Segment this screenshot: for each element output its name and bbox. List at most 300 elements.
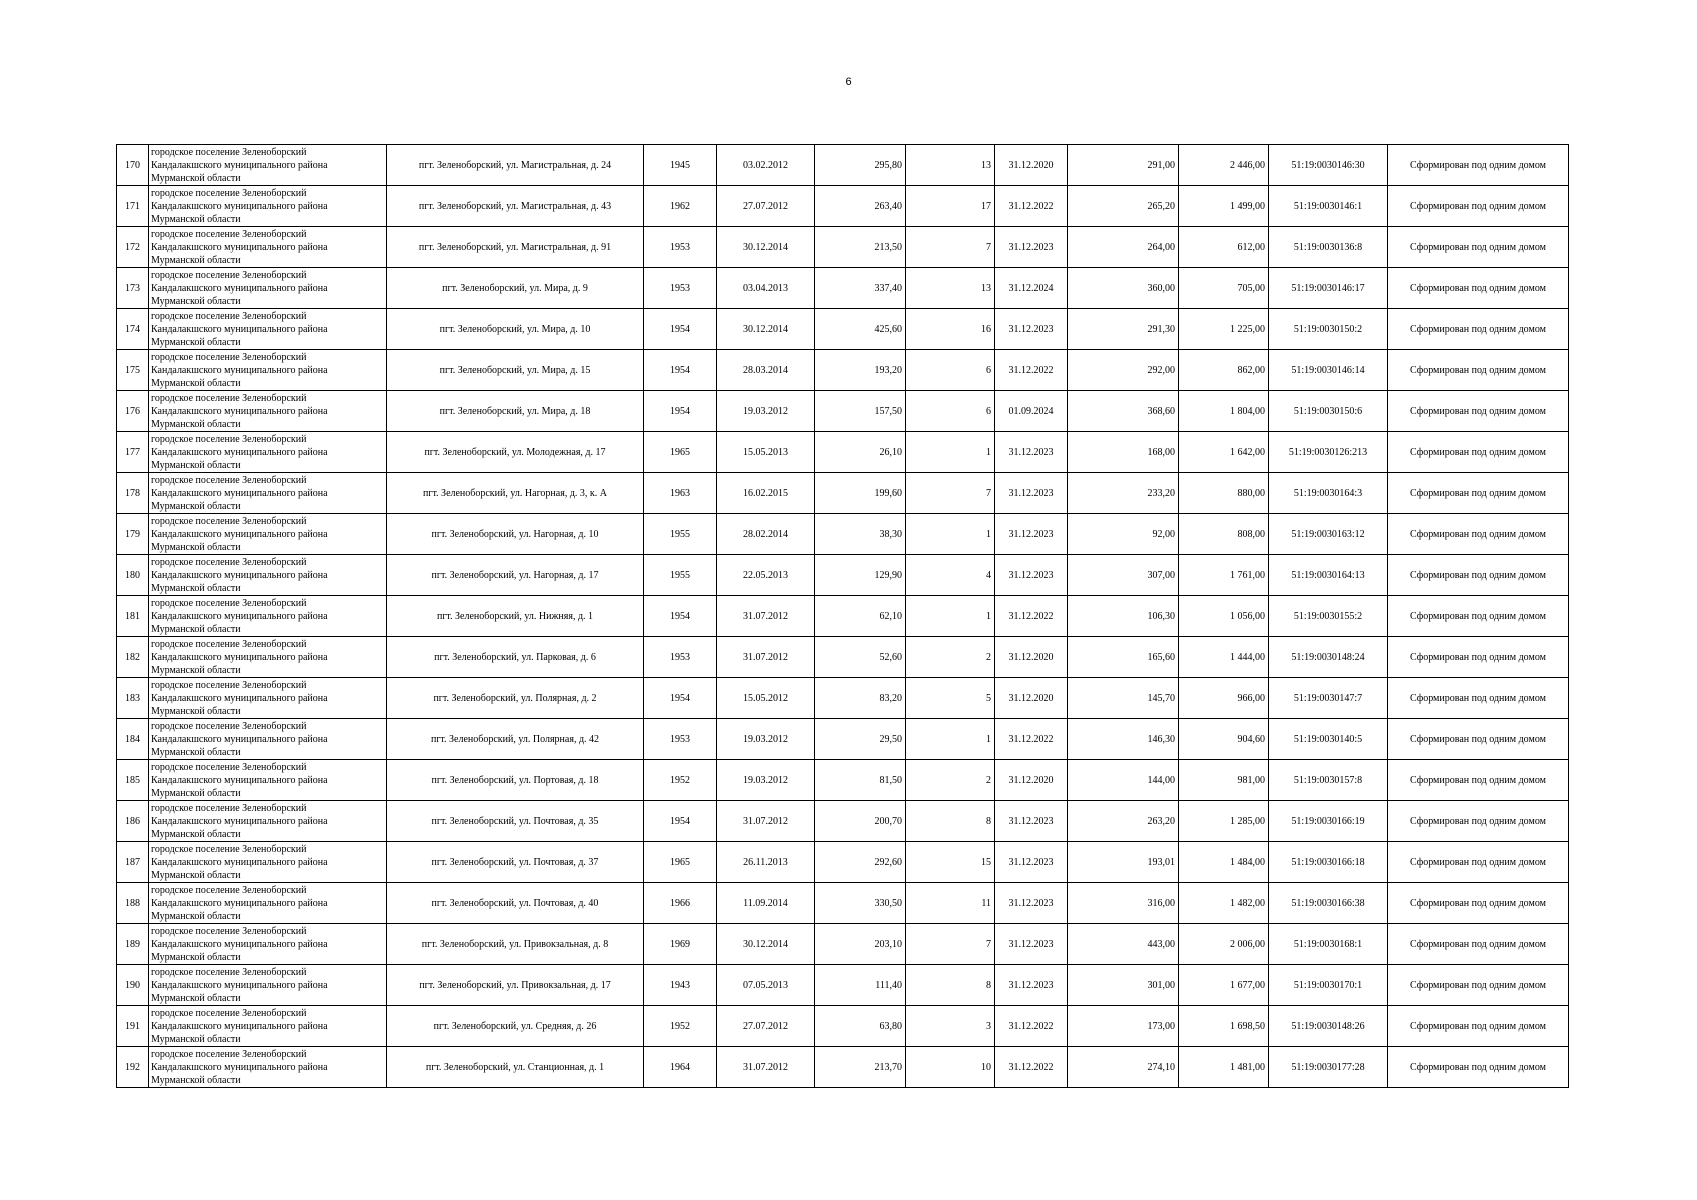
recognition-date-cell: 11.09.2014 xyxy=(717,883,815,924)
resettlement-deadline-cell: 31.12.2022 xyxy=(995,350,1068,391)
settlement-line: Мурманской области xyxy=(151,295,241,307)
land-status-cell: Сформирован под одним домом xyxy=(1388,801,1569,842)
land-area-cell: 1 499,00 xyxy=(1179,186,1269,227)
cadastral-number-cell: 51:19:0030163:12 xyxy=(1269,514,1388,555)
build-year-cell: 1954 xyxy=(644,309,717,350)
cadastral-number-cell: 51:19:0030157:8 xyxy=(1269,760,1388,801)
residents-cell: 3 xyxy=(906,1006,995,1047)
settlement-line: городское поселение Зеленоборский xyxy=(151,884,307,896)
address-cell: пгт. Зеленоборский, ул. Мира, д. 9 xyxy=(387,268,644,309)
settlement-cell xyxy=(149,924,387,965)
recognition-date-cell: 30.12.2014 xyxy=(717,924,815,965)
build-year-cell: 1943 xyxy=(644,965,717,1006)
settlement-line: городское поселение Зеленоборский xyxy=(151,638,307,650)
table-row xyxy=(117,801,1569,842)
living-area-cell: 291,30 xyxy=(1068,309,1179,350)
settlement-line: Кандалакшского муниципального района xyxy=(151,979,328,991)
residents-cell: 5 xyxy=(906,678,995,719)
cadastral-number-cell: 51:19:0030140:5 xyxy=(1269,719,1388,760)
cadastral-number-cell: 51:19:0030164:3 xyxy=(1269,473,1388,514)
residents-cell: 7 xyxy=(906,227,995,268)
resettlement-deadline-cell: 31.12.2023 xyxy=(995,473,1068,514)
recognition-date-cell: 16.02.2015 xyxy=(717,473,815,514)
build-year-cell: 1962 xyxy=(644,186,717,227)
resettlement-deadline-cell: 31.12.2023 xyxy=(995,965,1068,1006)
address-cell: пгт. Зеленоборский, ул. Магистральная, д. 24 xyxy=(387,145,644,186)
settlement-line: Кандалакшского муниципального района xyxy=(151,938,328,950)
address-cell: пгт. Зеленоборский, ул. Парковая, д. 6 xyxy=(387,637,644,678)
resettlement-deadline-cell: 31.12.2020 xyxy=(995,760,1068,801)
living-area-cell: 173,00 xyxy=(1068,1006,1179,1047)
row-number-cell: 183 xyxy=(117,678,149,719)
cadastral-number-cell: 51:19:0030164:13 xyxy=(1269,555,1388,596)
address-cell: пгт. Зеленоборский, ул. Магистральная, д. 43 xyxy=(387,186,644,227)
settlement-line: Мурманской области xyxy=(151,787,241,799)
recognition-date-cell: 27.07.2012 xyxy=(717,186,815,227)
area-cell: 129,90 xyxy=(815,555,906,596)
address-cell: пгт. Зеленоборский, ул. Нижняя, д. 1 xyxy=(387,596,644,637)
address-cell: пгт. Зеленоборский, ул. Нагорная, д. 3, к. А xyxy=(387,473,644,514)
settlement-line: Кандалакшского муниципального района xyxy=(151,241,328,253)
living-area-cell: 263,20 xyxy=(1068,801,1179,842)
resettlement-deadline-cell: 31.12.2023 xyxy=(995,883,1068,924)
settlement-cell xyxy=(149,432,387,473)
table-row xyxy=(117,309,1569,350)
cadastral-number-cell: 51:19:0030126:213 xyxy=(1269,432,1388,473)
build-year-cell: 1953 xyxy=(644,637,717,678)
settlement-line: городское поселение Зеленоборский xyxy=(151,966,307,978)
settlement-line: городское поселение Зеленоборский xyxy=(151,802,307,814)
residents-cell: 7 xyxy=(906,924,995,965)
recognition-date-cell: 07.05.2013 xyxy=(717,965,815,1006)
cadastral-number-cell: 51:19:0030177:28 xyxy=(1269,1047,1388,1088)
row-number-cell: 176 xyxy=(117,391,149,432)
build-year-cell: 1954 xyxy=(644,678,717,719)
recognition-date-cell: 31.07.2012 xyxy=(717,801,815,842)
settlement-line: Мурманской области xyxy=(151,623,241,635)
resettlement-deadline-cell: 31.12.2022 xyxy=(995,596,1068,637)
settlement-line: городское поселение Зеленоборский xyxy=(151,761,307,773)
area-cell: 213,70 xyxy=(815,1047,906,1088)
resettlement-deadline-cell: 31.12.2023 xyxy=(995,309,1068,350)
residents-cell: 1 xyxy=(906,719,995,760)
resettlement-deadline-cell: 31.12.2022 xyxy=(995,719,1068,760)
living-area-cell: 92,00 xyxy=(1068,514,1179,555)
table-row xyxy=(117,268,1569,309)
settlement-cell xyxy=(149,309,387,350)
table-row xyxy=(117,145,1569,186)
address-cell: пгт. Зеленоборский, ул. Полярная, д. 2 xyxy=(387,678,644,719)
settlement-cell xyxy=(149,801,387,842)
settlement-cell xyxy=(149,473,387,514)
page-number: 6 xyxy=(845,76,852,88)
resettlement-deadline-cell: 31.12.2020 xyxy=(995,145,1068,186)
settlement-line: Мурманской области xyxy=(151,336,241,348)
settlement-line: Мурманской области xyxy=(151,582,241,594)
build-year-cell: 1952 xyxy=(644,760,717,801)
land-area-cell: 1 482,00 xyxy=(1179,883,1269,924)
build-year-cell: 1954 xyxy=(644,596,717,637)
recognition-date-cell: 28.03.2014 xyxy=(717,350,815,391)
settlement-line: Кандалакшского муниципального района xyxy=(151,774,328,786)
settlement-line: городское поселение Зеленоборский xyxy=(151,392,307,404)
row-number-cell: 192 xyxy=(117,1047,149,1088)
settlement-line: Мурманской области xyxy=(151,172,241,184)
address-cell: пгт. Зеленоборский, ул. Нагорная, д. 17 xyxy=(387,555,644,596)
table-row xyxy=(117,637,1569,678)
table-row xyxy=(117,227,1569,268)
land-status-cell: Сформирован под одним домом xyxy=(1388,309,1569,350)
area-cell: 263,40 xyxy=(815,186,906,227)
build-year-cell: 1966 xyxy=(644,883,717,924)
residents-cell: 4 xyxy=(906,555,995,596)
row-number-cell: 170 xyxy=(117,145,149,186)
settlement-cell xyxy=(149,965,387,1006)
table-row xyxy=(117,842,1569,883)
table-row xyxy=(117,678,1569,719)
address-cell: пгт. Зеленоборский, ул. Мира, д. 10 xyxy=(387,309,644,350)
land-status-cell: Сформирован под одним домом xyxy=(1388,186,1569,227)
settlement-line: Кандалакшского муниципального района xyxy=(151,364,328,376)
settlement-line: Кандалакшского муниципального района xyxy=(151,856,328,868)
cadastral-number-cell: 51:19:0030148:26 xyxy=(1269,1006,1388,1047)
resettlement-deadline-cell: 31.12.2023 xyxy=(995,432,1068,473)
housing-registry-table xyxy=(116,144,1569,1088)
cadastral-number-cell: 51:19:0030166:19 xyxy=(1269,801,1388,842)
row-number-cell: 187 xyxy=(117,842,149,883)
settlement-line: городское поселение Зеленоборский xyxy=(151,351,307,363)
settlement-line: Мурманской области xyxy=(151,828,241,840)
land-status-cell: Сформирован под одним домом xyxy=(1388,350,1569,391)
land-area-cell: 1 444,00 xyxy=(1179,637,1269,678)
residents-cell: 13 xyxy=(906,145,995,186)
area-cell: 199,60 xyxy=(815,473,906,514)
build-year-cell: 1953 xyxy=(644,227,717,268)
living-area-cell: 168,00 xyxy=(1068,432,1179,473)
address-cell: пгт. Зеленоборский, ул. Портовая, д. 18 xyxy=(387,760,644,801)
settlement-line: Кандалакшского муниципального района xyxy=(151,733,328,745)
land-status-cell: Сформирован под одним домом xyxy=(1388,555,1569,596)
residents-cell: 16 xyxy=(906,309,995,350)
area-cell: 193,20 xyxy=(815,350,906,391)
row-number-cell: 173 xyxy=(117,268,149,309)
living-area-cell: 165,60 xyxy=(1068,637,1179,678)
land-status-cell: Сформирован под одним домом xyxy=(1388,760,1569,801)
recognition-date-cell: 19.03.2012 xyxy=(717,719,815,760)
area-cell: 38,30 xyxy=(815,514,906,555)
settlement-cell xyxy=(149,1047,387,1088)
land-area-cell: 1 804,00 xyxy=(1179,391,1269,432)
recognition-date-cell: 31.07.2012 xyxy=(717,596,815,637)
settlement-line: городское поселение Зеленоборский xyxy=(151,433,307,445)
build-year-cell: 1954 xyxy=(644,801,717,842)
settlement-line: Мурманской области xyxy=(151,951,241,963)
settlement-line: Кандалакшского муниципального района xyxy=(151,487,328,499)
living-area-cell: 265,20 xyxy=(1068,186,1179,227)
cadastral-number-cell: 51:19:0030146:17 xyxy=(1269,268,1388,309)
address-cell: пгт. Зеленоборский, ул. Почтовая, д. 40 xyxy=(387,883,644,924)
residents-cell: 2 xyxy=(906,760,995,801)
resettlement-deadline-cell: 01.09.2024 xyxy=(995,391,1068,432)
table-row xyxy=(117,924,1569,965)
area-cell: 213,50 xyxy=(815,227,906,268)
table-body xyxy=(117,145,1569,1088)
settlement-cell xyxy=(149,555,387,596)
table-row xyxy=(117,391,1569,432)
settlement-line: городское поселение Зеленоборский xyxy=(151,925,307,937)
living-area-cell: 106,30 xyxy=(1068,596,1179,637)
land-status-cell: Сформирован под одним домом xyxy=(1388,924,1569,965)
land-area-cell: 2 446,00 xyxy=(1179,145,1269,186)
build-year-cell: 1952 xyxy=(644,1006,717,1047)
settlement-cell xyxy=(149,637,387,678)
settlement-line: Кандалакшского муниципального района xyxy=(151,528,328,540)
land-status-cell: Сформирован под одним домом xyxy=(1388,678,1569,719)
land-area-cell: 612,00 xyxy=(1179,227,1269,268)
residents-cell: 6 xyxy=(906,350,995,391)
settlement-line: Мурманской области xyxy=(151,459,241,471)
land-area-cell: 880,00 xyxy=(1179,473,1269,514)
residents-cell: 10 xyxy=(906,1047,995,1088)
living-area-cell: 316,00 xyxy=(1068,883,1179,924)
resettlement-deadline-cell: 31.12.2022 xyxy=(995,1047,1068,1088)
area-cell: 63,80 xyxy=(815,1006,906,1047)
land-area-cell: 1 056,00 xyxy=(1179,596,1269,637)
residents-cell: 8 xyxy=(906,965,995,1006)
area-cell: 203,10 xyxy=(815,924,906,965)
living-area-cell: 264,00 xyxy=(1068,227,1179,268)
row-number-cell: 175 xyxy=(117,350,149,391)
land-area-cell: 981,00 xyxy=(1179,760,1269,801)
build-year-cell: 1964 xyxy=(644,1047,717,1088)
recognition-date-cell: 19.03.2012 xyxy=(717,391,815,432)
recognition-date-cell: 15.05.2012 xyxy=(717,678,815,719)
settlement-line: Кандалакшского муниципального района xyxy=(151,1061,328,1073)
settlement-line: городское поселение Зеленоборский xyxy=(151,269,307,281)
area-cell: 295,80 xyxy=(815,145,906,186)
settlement-line: Кандалакшского муниципального района xyxy=(151,323,328,335)
build-year-cell: 1953 xyxy=(644,719,717,760)
living-area-cell: 233,20 xyxy=(1068,473,1179,514)
settlement-line: Мурманской области xyxy=(151,992,241,1004)
build-year-cell: 1965 xyxy=(644,842,717,883)
settlement-line: Мурманской области xyxy=(151,541,241,553)
settlement-line: Мурманской области xyxy=(151,664,241,676)
address-cell: пгт. Зеленоборский, ул. Станционная, д. 1 xyxy=(387,1047,644,1088)
settlement-line: Мурманской области xyxy=(151,377,241,389)
resettlement-deadline-cell: 31.12.2023 xyxy=(995,842,1068,883)
row-number-cell: 185 xyxy=(117,760,149,801)
settlement-cell xyxy=(149,842,387,883)
recognition-date-cell: 30.12.2014 xyxy=(717,227,815,268)
cadastral-number-cell: 51:19:0030168:1 xyxy=(1269,924,1388,965)
recognition-date-cell: 15.05.2013 xyxy=(717,432,815,473)
settlement-line: Кандалакшского муниципального района xyxy=(151,692,328,704)
address-cell: пгт. Зеленоборский, ул. Привокзальная, д. 8 xyxy=(387,924,644,965)
area-cell: 157,50 xyxy=(815,391,906,432)
living-area-cell: 307,00 xyxy=(1068,555,1179,596)
cadastral-number-cell: 51:19:0030136:8 xyxy=(1269,227,1388,268)
settlement-line: Кандалакшского муниципального района xyxy=(151,446,328,458)
table-row xyxy=(117,473,1569,514)
cadastral-number-cell: 51:19:0030155:2 xyxy=(1269,596,1388,637)
recognition-date-cell: 26.11.2013 xyxy=(717,842,815,883)
address-cell: пгт. Зеленоборский, ул. Почтовая, д. 35 xyxy=(387,801,644,842)
settlement-line: городское поселение Зеленоборский xyxy=(151,1048,307,1060)
row-number-cell: 188 xyxy=(117,883,149,924)
resettlement-deadline-cell: 31.12.2024 xyxy=(995,268,1068,309)
cadastral-number-cell: 51:19:0030170:1 xyxy=(1269,965,1388,1006)
settlement-cell xyxy=(149,350,387,391)
address-cell: пгт. Зеленоборский, ул. Нагорная, д. 10 xyxy=(387,514,644,555)
row-number-cell: 191 xyxy=(117,1006,149,1047)
settlement-line: Мурманской области xyxy=(151,746,241,758)
living-area-cell: 274,10 xyxy=(1068,1047,1179,1088)
recognition-date-cell: 27.07.2012 xyxy=(717,1006,815,1047)
land-status-cell: Сформирован под одним домом xyxy=(1388,596,1569,637)
resettlement-deadline-cell: 31.12.2020 xyxy=(995,637,1068,678)
living-area-cell: 368,60 xyxy=(1068,391,1179,432)
land-area-cell: 966,00 xyxy=(1179,678,1269,719)
settlement-line: Кандалакшского муниципального района xyxy=(151,405,328,417)
recognition-date-cell: 22.05.2013 xyxy=(717,555,815,596)
settlement-line: Кандалакшского муниципального района xyxy=(151,897,328,909)
land-status-cell: Сформирован под одним домом xyxy=(1388,227,1569,268)
row-number-cell: 181 xyxy=(117,596,149,637)
land-area-cell: 1 698,50 xyxy=(1179,1006,1269,1047)
land-area-cell: 1 642,00 xyxy=(1179,432,1269,473)
settlement-line: городское поселение Зеленоборский xyxy=(151,1007,307,1019)
area-cell: 200,70 xyxy=(815,801,906,842)
area-cell: 52,60 xyxy=(815,637,906,678)
land-area-cell: 1 677,00 xyxy=(1179,965,1269,1006)
living-area-cell: 301,00 xyxy=(1068,965,1179,1006)
settlement-cell xyxy=(149,227,387,268)
cadastral-number-cell: 51:19:0030150:6 xyxy=(1269,391,1388,432)
land-status-cell: Сформирован под одним домом xyxy=(1388,1006,1569,1047)
resettlement-deadline-cell: 31.12.2023 xyxy=(995,801,1068,842)
residents-cell: 2 xyxy=(906,637,995,678)
row-number-cell: 174 xyxy=(117,309,149,350)
residents-cell: 11 xyxy=(906,883,995,924)
area-cell: 29,50 xyxy=(815,719,906,760)
cadastral-number-cell: 51:19:0030150:2 xyxy=(1269,309,1388,350)
cadastral-number-cell: 51:19:0030146:1 xyxy=(1269,186,1388,227)
table-row xyxy=(117,1006,1569,1047)
settlement-cell xyxy=(149,596,387,637)
settlement-line: Мурманской области xyxy=(151,418,241,430)
settlement-cell xyxy=(149,514,387,555)
residents-cell: 1 xyxy=(906,514,995,555)
build-year-cell: 1945 xyxy=(644,145,717,186)
settlement-line: Мурманской области xyxy=(151,705,241,717)
settlement-line: Кандалакшского муниципального района xyxy=(151,1020,328,1032)
table-row xyxy=(117,596,1569,637)
land-area-cell: 2 006,00 xyxy=(1179,924,1269,965)
recognition-date-cell: 03.04.2013 xyxy=(717,268,815,309)
settlement-cell xyxy=(149,719,387,760)
recognition-date-cell: 30.12.2014 xyxy=(717,309,815,350)
build-year-cell: 1954 xyxy=(644,350,717,391)
address-cell: пгт. Зеленоборский, ул. Мира, д. 15 xyxy=(387,350,644,391)
address-cell: пгт. Зеленоборский, ул. Полярная, д. 42 xyxy=(387,719,644,760)
cadastral-number-cell: 51:19:0030146:14 xyxy=(1269,350,1388,391)
build-year-cell: 1954 xyxy=(644,391,717,432)
resettlement-deadline-cell: 31.12.2023 xyxy=(995,227,1068,268)
build-year-cell: 1953 xyxy=(644,268,717,309)
table-row xyxy=(117,1047,1569,1088)
recognition-date-cell: 19.03.2012 xyxy=(717,760,815,801)
residents-cell: 6 xyxy=(906,391,995,432)
recognition-date-cell: 03.02.2012 xyxy=(717,145,815,186)
residents-cell: 1 xyxy=(906,432,995,473)
settlement-line: Кандалакшского муниципального района xyxy=(151,569,328,581)
land-status-cell: Сформирован под одним домом xyxy=(1388,637,1569,678)
settlement-line: Мурманской области xyxy=(151,213,241,225)
resettlement-deadline-cell: 31.12.2023 xyxy=(995,514,1068,555)
land-area-cell: 705,00 xyxy=(1179,268,1269,309)
row-number-cell: 179 xyxy=(117,514,149,555)
land-status-cell: Сформирован под одним домом xyxy=(1388,268,1569,309)
row-number-cell: 172 xyxy=(117,227,149,268)
build-year-cell: 1963 xyxy=(644,473,717,514)
settlement-line: городское поселение Зеленоборский xyxy=(151,310,307,322)
area-cell: 62,10 xyxy=(815,596,906,637)
area-cell: 83,20 xyxy=(815,678,906,719)
land-area-cell: 1 285,00 xyxy=(1179,801,1269,842)
land-status-cell: Сформирован под одним домом xyxy=(1388,883,1569,924)
land-area-cell: 808,00 xyxy=(1179,514,1269,555)
settlement-cell xyxy=(149,883,387,924)
row-number-cell: 184 xyxy=(117,719,149,760)
settlement-line: Кандалакшского муниципального района xyxy=(151,651,328,663)
settlement-line: Мурманской области xyxy=(151,1074,241,1086)
row-number-cell: 178 xyxy=(117,473,149,514)
settlement-line: городское поселение Зеленоборский xyxy=(151,515,307,527)
table-row xyxy=(117,883,1569,924)
area-cell: 330,50 xyxy=(815,883,906,924)
settlement-line: городское поселение Зеленоборский xyxy=(151,679,307,691)
resettlement-deadline-cell: 31.12.2022 xyxy=(995,1006,1068,1047)
settlement-line: Кандалакшского муниципального района xyxy=(151,159,328,171)
cadastral-number-cell: 51:19:0030166:18 xyxy=(1269,842,1388,883)
land-area-cell: 862,00 xyxy=(1179,350,1269,391)
build-year-cell: 1955 xyxy=(644,555,717,596)
land-status-cell: Сформирован под одним домом xyxy=(1388,719,1569,760)
table-row xyxy=(117,514,1569,555)
area-cell: 292,60 xyxy=(815,842,906,883)
resettlement-deadline-cell: 31.12.2023 xyxy=(995,555,1068,596)
living-area-cell: 292,00 xyxy=(1068,350,1179,391)
row-number-cell: 189 xyxy=(117,924,149,965)
settlement-line: городское поселение Зеленоборский xyxy=(151,146,307,158)
build-year-cell: 1955 xyxy=(644,514,717,555)
address-cell: пгт. Зеленоборский, ул. Магистральная, д. 91 xyxy=(387,227,644,268)
residents-cell: 13 xyxy=(906,268,995,309)
settlement-cell xyxy=(149,760,387,801)
living-area-cell: 193,01 xyxy=(1068,842,1179,883)
living-area-cell: 291,00 xyxy=(1068,145,1179,186)
residents-cell: 7 xyxy=(906,473,995,514)
living-area-cell: 146,30 xyxy=(1068,719,1179,760)
land-area-cell: 1 481,00 xyxy=(1179,1047,1269,1088)
residents-cell: 1 xyxy=(906,596,995,637)
table-row xyxy=(117,555,1569,596)
area-cell: 26,10 xyxy=(815,432,906,473)
settlement-cell xyxy=(149,678,387,719)
land-area-cell: 1 484,00 xyxy=(1179,842,1269,883)
land-status-cell: Сформирован под одним домом xyxy=(1388,1047,1569,1088)
